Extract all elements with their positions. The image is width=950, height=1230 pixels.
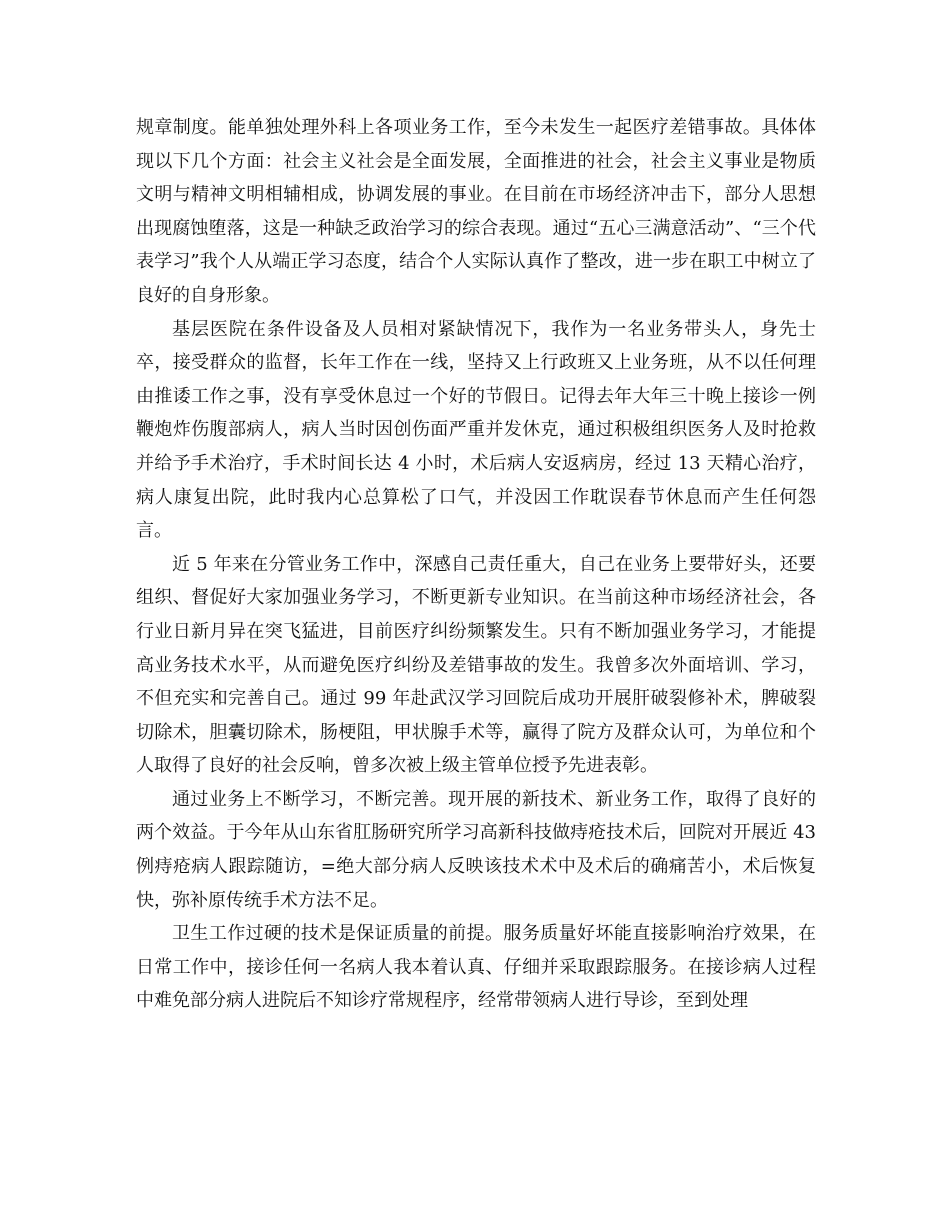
paragraph-5: 卫生工作过硬的技术是保证质量的前提。服务质量好坏能直接影响治疗效果，在日常工作中，接诊任何一名病人我本着认真、仔细并采取跟踪服务。在接诊病人过程中难免部分病人进院后不知诊疗常规程序，经常带领病人进行导诊，至到处理	[136, 923, 816, 1012]
paragraph-2: 基层医院在条件设备及人员相对紧缺情况下，我作为一名业务带头人，身先士卒，接受群众的监督，长年工作在一线，坚持又上行政班又上业务班，从不以任何理由推诿工作之事，没有享受休息过一个好的节假日。记得去年大年三十晚上接诊一例鞭炮炸伤腹部病人，病人当时因创伤面严重并发休克，通过积极组织医务人及时抢救并给予手术治疗，手术时间长达 4 小时，术后病人安返病房，经过 13 天精心治疗，病人康复出院，此时我内心总算松了口气，并没因工作耽误春节休息而产生任何怨言。	[136, 318, 816, 542]
paragraph-1: 规章制度。能单独处理外科上各项业务工作，至今未发生一起医疗差错事故。具体体现以下几个方面：社会主义社会是全面发展，全面推进的社会，社会主义事业是物质文明与精神文明相辅相成，协调发展的事业。在目前在市场经济冲击下，部分人思想出现腐蚀堕落，这是一种缺乏政治学习的综合表现。通过“五心三满意活动”、“三个代表学习”我个人从端正学习态度，结合个人实际认真作了整改，进一步在职工中树立了良好的自身形象。	[136, 117, 816, 306]
paragraph-3: 近 5 年来在分管业务工作中，深感自己责任重大，自己在业务上要带好头，还要组织、督促好大家加强业务学习，不断更新专业知识。在当前这种市场经济社会，各行业日新月异在突飞猛进，目前医疗纠纷频繁发生。只有不断加强业务学习，才能提高业务技术水平，从而避免医疗纠纷及差错事故的发生。我曾多次外面培训、学习，不但充实和完善自己。通过 99 年赴武汉学习回院后成功开展肝破裂修补术，脾破裂切除术，胆囊切除术，肠梗阻，甲状腺手术等，赢得了院方及群众认可，为单位和个人取得了良好的社会反响，曾多次被上级主管单位授予先进表彰。	[136, 553, 816, 777]
paragraph-4: 通过业务上不断学习，不断完善。现开展的新技术、新业务工作，取得了良好的两个效益。于今年从山东省肛肠研究所学习高新科技做痔疮技术后，回院对开展近 43 例痔疮病人跟踪随访，=绝大部分病人反映该技术术中及术后的确痛苦小，术后恢复快，弥补原传统手术方法不足。	[136, 788, 816, 911]
document-body	[136, 111, 816, 1018]
